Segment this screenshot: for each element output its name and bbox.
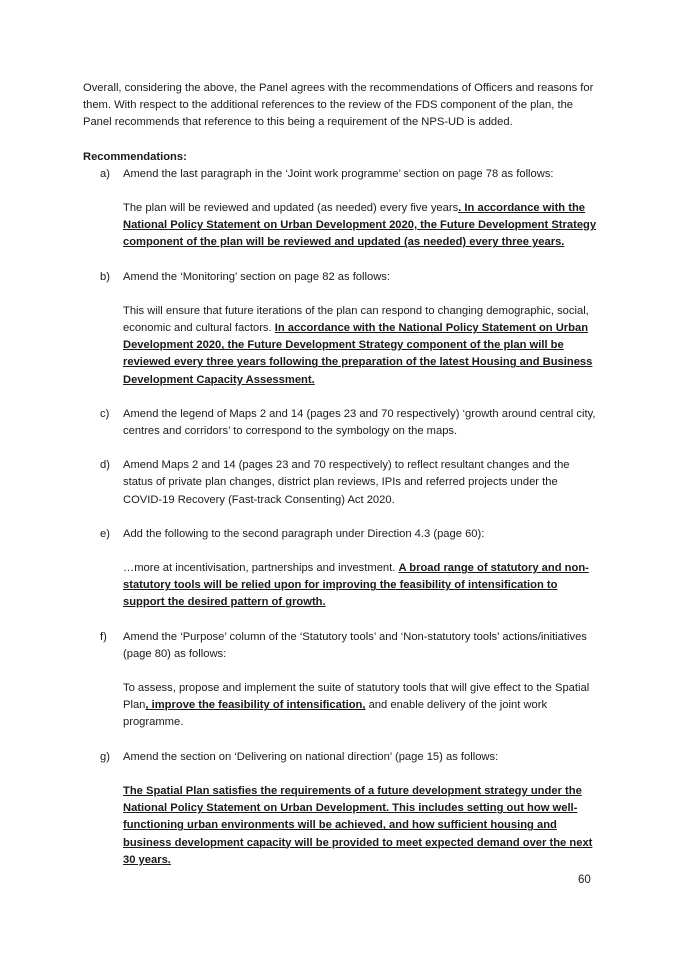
item-letter: g)	[100, 750, 110, 763]
item-letter: f)	[100, 630, 107, 643]
recommendation-item-e	[83, 526, 598, 612]
inserted-text: The Spatial Plan satisfies the requirements of a future development strategy under the National Policy Statement on Urban Development. This includes setting out how well-functioning urban environments will be achieved, and how sufficient housing and business development capacity will be provided to meet expected demand over the next 30 years.	[123, 784, 593, 866]
page-number: 60	[578, 874, 591, 886]
item-letter: d)	[100, 459, 110, 472]
item-instruction: Amend the legend of Maps 2 and 14 (pages 23 and 70 respectively) ‘growth around central city, centres and corridors’ to correspond to the symbology on the maps.	[123, 407, 596, 438]
existing-text: This will ensure that future iterations of the plan can respond to changing demographic, social, economic and cultural factors.	[123, 304, 589, 335]
item-letter: e)	[100, 527, 110, 540]
existing-text: The plan will be reviewed and updated (as needed) every five years	[123, 202, 459, 215]
recommendations-heading: Recommendations:	[83, 150, 187, 163]
existing-text: To assess, propose and implement the suite of statutory tools that will give effect to the Spatial Plan	[123, 682, 590, 712]
item-instruction: Amend the ‘Monitoring’ section on page 82 as follows:	[123, 270, 390, 283]
quoted-amendment	[123, 200, 598, 252]
recommendation-item-f	[83, 629, 598, 732]
quoted-amendment	[123, 560, 598, 612]
item-instruction: Amend the section on ‘Delivering on national direction’ (page 15) as follows:	[123, 750, 499, 763]
inserted-text: , improve the feasibility of intensification,	[145, 699, 366, 712]
inserted-text: In accordance with the National Policy Statement on Urban Development 2020, the Future Development Strategy component of the plan will be reviewed every three years following the preparation of the latest Housing and Business Development Capacity Assessment.	[123, 322, 593, 386]
intro-paragraph: Overall, considering the above, the Panel agrees with the recommendations of Officers and reasons for them. With respect to the additional references to the review of the FDS component of the plan, the Panel recommends that reference to this being a requirement of the NPS-UD is added.	[83, 82, 594, 129]
existing-text-tail: and enable delivery of the joint work programme.	[123, 699, 548, 729]
item-instruction: Amend the ‘Purpose’ column of the ‘Statutory tools’ and ‘Non-statutory tools’ actions/initiatives (page 80) as follows:	[123, 630, 587, 660]
quoted-amendment	[123, 303, 598, 389]
inserted-text: A broad range of statutory and non-statutory tools will be relied upon for improving the feasibility of intensification to support the desired pattern of growth.	[123, 562, 589, 609]
recommendation-item-b	[83, 269, 598, 389]
item-letter: c)	[100, 407, 110, 420]
existing-text: …more at incentivisation, partnerships and investment.	[123, 562, 399, 575]
recommendation-item-a	[83, 166, 598, 252]
quoted-amendment	[123, 783, 598, 869]
recommendation-item-d	[83, 457, 598, 509]
recommendation-item-g	[83, 749, 598, 869]
inserted-text: . In accordance with the National Policy Statement on Urban Development 2020, the Future Development Strategy component of the plan will be reviewed and updated (as needed) every three years.	[123, 202, 597, 249]
item-instruction: Amend the last paragraph in the ‘Joint work programme’ section on page 78 as follows:	[123, 167, 554, 180]
item-letter: b)	[100, 270, 110, 283]
quoted-amendment	[123, 680, 598, 732]
recommendation-item-c	[83, 406, 598, 440]
item-letter: a)	[100, 167, 110, 180]
document-page	[83, 80, 598, 869]
item-instruction: Amend Maps 2 and 14 (pages 23 and 70 respectively) to reflect resultant changes and the status of private plan changes, district plan reviews, IPIs and referred projects under the COVID-19 Recovery (Fast-track Consenting) Act 2020.	[123, 459, 570, 506]
item-instruction: Add the following to the second paragraph under Direction 4.3 (page 60):	[123, 527, 485, 540]
